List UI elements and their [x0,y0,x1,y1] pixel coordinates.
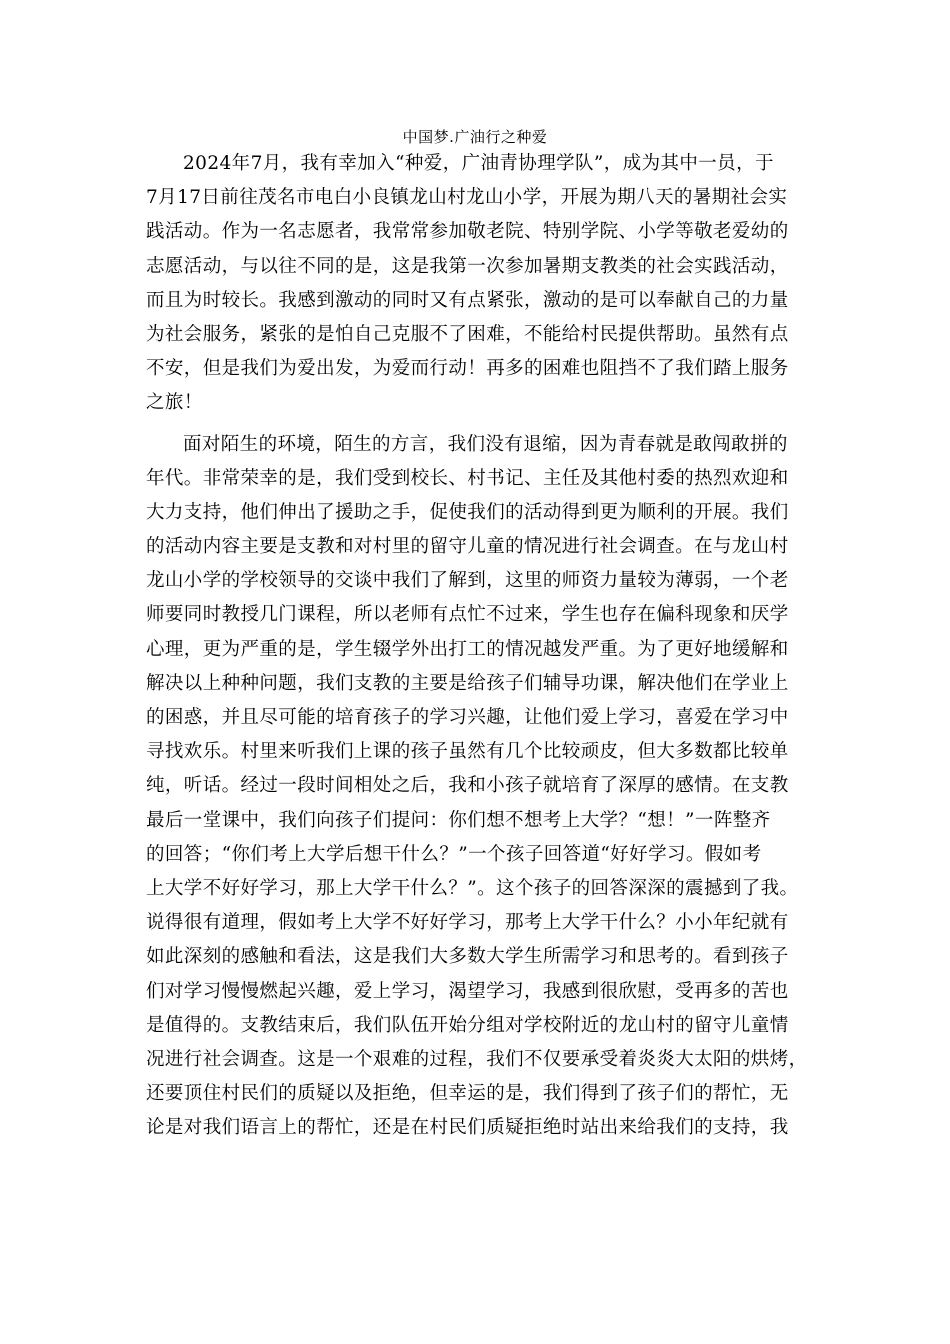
text-line: 7月17日前往茂名市电白小良镇龙山村龙山小学，开展为期八天的暑期社会实 [146,187,788,209]
text-line: 师要同时教授几门课程，所以老师有点忙不过来，学生也存在偏科现象和厌学 [146,604,789,626]
text-line: 而且为时较长。我感到激动的同时又有点紧张，激动的是可以奉献自己的力量 [146,289,789,311]
document-body [146,147,806,1145]
text-line: 最后一堂课中，我们向孩子们提问：你们想不想考上大学？“想！”一阵整齐 [146,809,771,831]
text-line: 论是对我们语言上的帮忙，还是在村民们质疑拒绝时站出来给我们的支持，我 [146,1117,789,1139]
text-line: 寻找欢乐。村里来听我们上课的孩子虽然有几个比较顽皮，但大多数都比较单 [146,741,789,763]
text-line: 说得很有道理，假如考上大学不好好学习，那考上大学干什么？小小年纪就有 [146,912,789,934]
text-line: 的活动内容主要是支教和对村里的留守儿童的情况进行社会调查。在与龙山村 [146,536,789,558]
text-line: 龙山小学的学校领导的交谈中我们了解到，这里的师资力量较为薄弱，一个老 [146,570,789,592]
text-line: 志愿活动，与以往不同的是，这是我第一次参加暑期支教类的社会实践活动， [146,255,789,277]
text-line: 纯，听话。经过一段时间相处之后，我和小孩子就培育了深厚的感情。在支教 [146,775,789,797]
text-line: 的困惑，并且尽可能的培育孩子的学习兴趣，让他们爱上学习，喜爱在学习中 [146,707,789,728]
text-line: 不安，但是我们为爱出发，为爱而行动！再多的困难也阻挡不了我们踏上服务 [146,358,789,380]
text-line: 解决以上种种问题，我们支教的主要是给孩子们辅导功课，解决他们在学业上 [146,672,789,694]
paragraph-2 [146,428,806,1146]
text-line: 们对学习慢慢燃起兴趣，爱上学习，渴望学习，我感到很欣慰，受再多的苦也 [146,980,789,1002]
text-line: 2024年7月，我有幸加入“种爱，广油青协理学队”，成为其中一员，于 [183,153,774,174]
text-line: 上大学不好好学习，那上大学干什么？”。这个孩子的回答深深的震撼到了我。 [146,877,799,899]
text-line: 践活动。作为一名志愿者，我常常参加敬老院、特别学院、小学等敬老爱幼的 [146,221,789,243]
text-line: 的回答；“你们考上大学后想干什么？”一个孩子回答道“好好学习。假如考 [146,843,762,865]
text-line: 面对陌生的环境，陌生的方言，我们没有退缩，因为青春就是敢闯敢拼的 [183,433,788,455]
text-line: 况进行社会调查。这是一个艰难的过程，我们不仅要承受着炎炎大太阳的烘烤， [146,1048,808,1070]
text-line: 还要顶住村民们的质疑以及拒绝，但幸运的是，我们得到了孩子们的帮忙，无 [146,1083,789,1105]
paragraph-1 [146,147,806,421]
text-line: 是值得的。支教结束后，我们队伍开始分组对学校附近的龙山村的留守儿童情 [146,1014,789,1036]
text-line: 如此深刻的感触和看法，这是我们大多数大学生所需学习和思考的。看到孩子 [146,946,789,968]
text-line: 之旅！ [146,392,203,414]
text-line: 心理，更为严重的是，学生辍学外出打工的情况越发严重。为了更好地缓解和 [146,638,789,660]
document-title: 中国梦.广油行之种爱 [402,128,548,146]
text-line: 为社会服务，紧张的是怕自己克服不了困难，不能给村民提供帮助。虽然有点 [146,323,789,345]
text-line: 大力支持，他们伸出了援助之手，促使我们的活动得到更为顺利的开展。我们 [146,501,789,523]
paragraph-gap [146,421,806,428]
text-line: 年代。非常荣幸的是，我们受到校长、村书记、主任及其他村委的热烈欢迎和 [146,467,789,489]
